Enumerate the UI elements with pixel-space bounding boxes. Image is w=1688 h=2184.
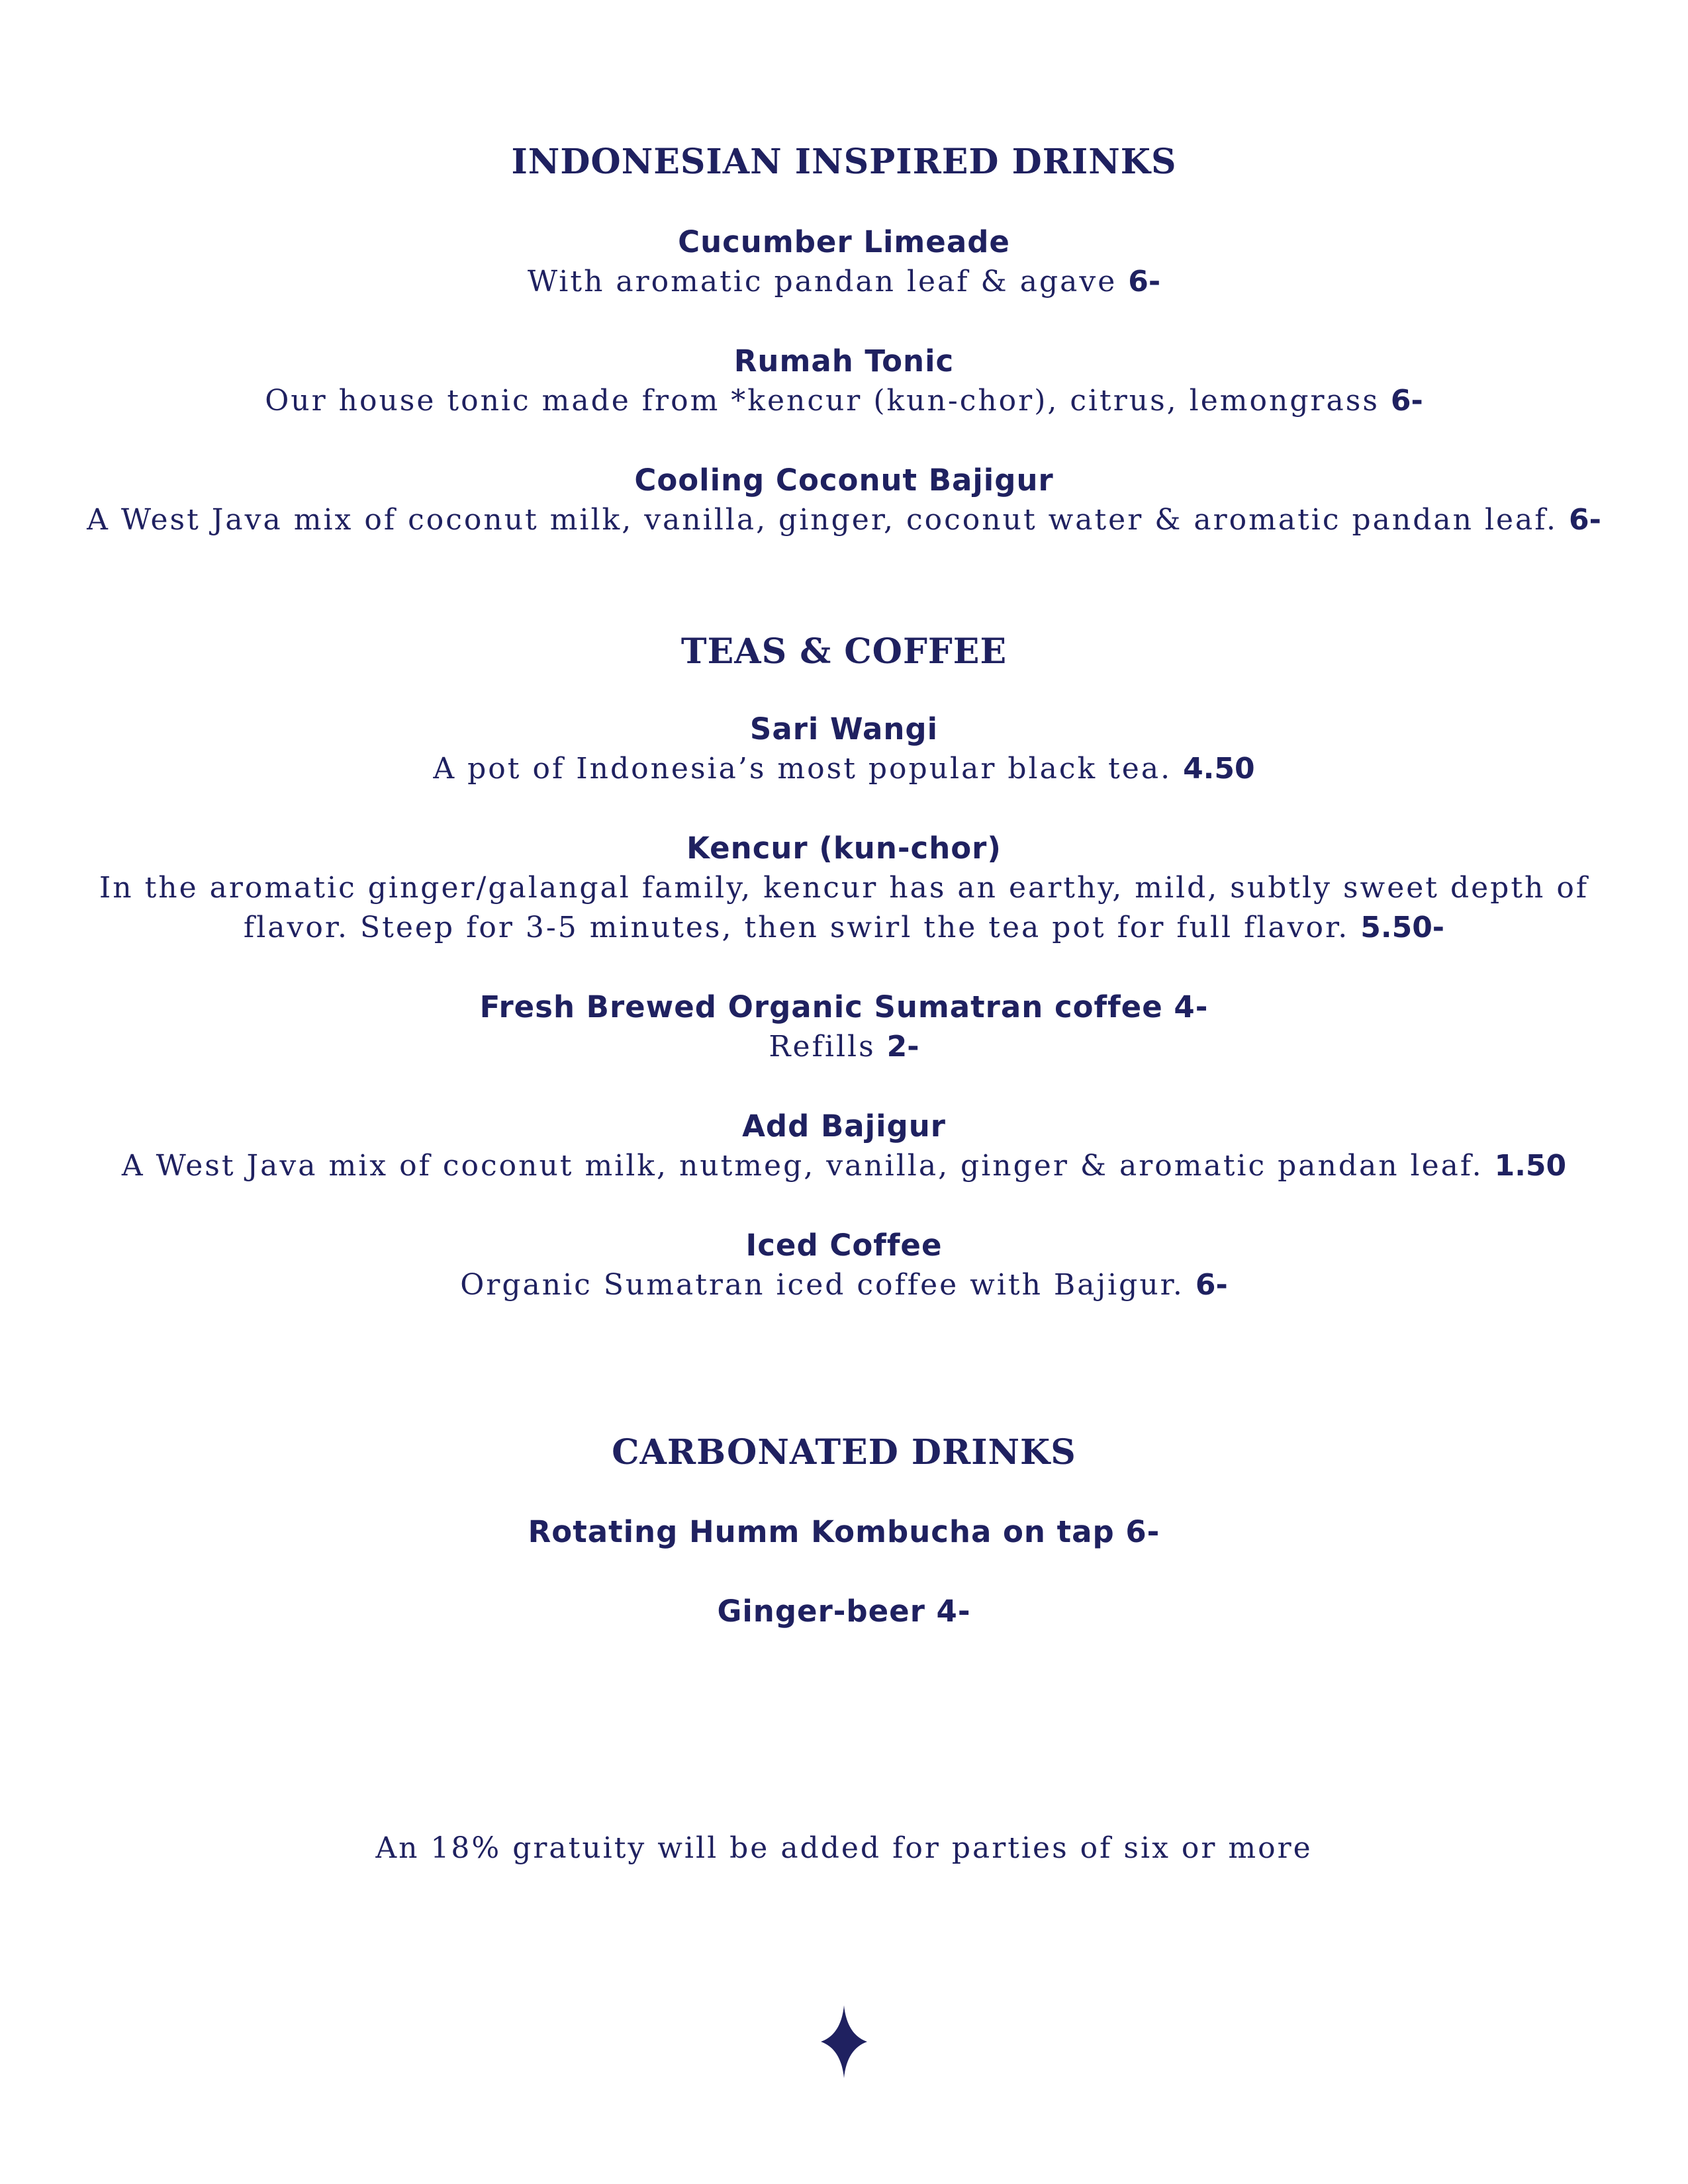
item-name-rumah-tonic: Rumah Tonic	[733, 343, 955, 379]
item-name-sumatran-coffee: Fresh Brewed Organic Sumatran coffee 4-	[479, 989, 1209, 1024]
item-desc-cucumber-limeade	[0, 262, 1688, 302]
gratuity-note: An 18% gratuity will be added for parties of six or more	[375, 1831, 1313, 1865]
item-price: 6-	[1569, 503, 1601, 537]
item-name-cucumber-limeade: Cucumber Limeade	[678, 224, 1010, 259]
item-desc-iced-coffee	[0, 1265, 1688, 1305]
item-price: 5.50-	[1360, 911, 1445, 944]
item-desc-text: flavor. Steep for 3-5 minutes, then swirl the tea pot for full flavor.	[243, 911, 1350, 944]
item-price: 2-	[886, 1030, 919, 1064]
item-name-sari-wangi: Sari Wangi	[749, 711, 939, 747]
item-desc-text: A pot of Indonesia’s most popular black tea.	[433, 752, 1172, 786]
item-desc-rumah-tonic	[0, 381, 1688, 421]
item-name-cooling-coconut-bajigur: Cooling Coconut Bajigur	[634, 463, 1054, 498]
item-price: 6-	[1128, 265, 1161, 298]
item-desc-add-bajigur	[0, 1146, 1688, 1186]
item-name-ginger-beer: Ginger-beer 4-	[717, 1594, 971, 1629]
item-name-kencur: Kencur (kun-chor)	[686, 831, 1002, 866]
item-desc-text: A West Java mix of coconut milk, nutmeg, vanilla, ginger & aromatic pandan leaf.	[121, 1149, 1495, 1183]
item-name-humm-kombucha: Rotating Humm Kombucha on tap 6-	[528, 1514, 1160, 1549]
item-desc-text: Organic Sumatran iced coffee with Bajigur.	[460, 1268, 1196, 1302]
section-title-carbonated-drinks: CARBONATED DRINKS	[612, 1432, 1076, 1473]
item-desc-kencur-line-1: In the aromatic ginger/galangal family, kencur has an earthy, mild, subtly sweet depth of	[99, 871, 1589, 905]
item-desc-sari-wangi	[0, 749, 1688, 789]
item-price: 6-	[1195, 1268, 1228, 1302]
four-point-star-icon	[821, 2005, 867, 2078]
item-desc-refills	[0, 1027, 1688, 1067]
item-desc-text: Refills	[769, 1030, 876, 1064]
item-desc-cooling-coconut-bajigur	[0, 500, 1688, 540]
item-price: 1.50	[1494, 1149, 1567, 1183]
item-desc-kencur-line-2	[0, 908, 1688, 948]
item-name-iced-coffee: Iced Coffee	[745, 1228, 943, 1263]
item-desc-text: Our house tonic made from *kencur (kun-chor), citrus, lemongrass	[265, 384, 1380, 418]
section-title-indonesian-drinks: INDONESIAN INSPIRED DRINKS	[511, 142, 1177, 182]
section-title-teas-coffee: TEAS & COFFEE	[680, 631, 1008, 672]
item-price: 4.50	[1183, 752, 1255, 786]
item-desc-text: A West Java mix of coconut milk, vanilla, ginger, coconut water & aromatic pandan leaf.	[87, 503, 1558, 537]
item-price: 6-	[1390, 384, 1423, 418]
item-name-add-bajigur: Add Bajigur	[742, 1109, 946, 1144]
item-desc-text: With aromatic pandan leaf & agave	[527, 265, 1117, 298]
